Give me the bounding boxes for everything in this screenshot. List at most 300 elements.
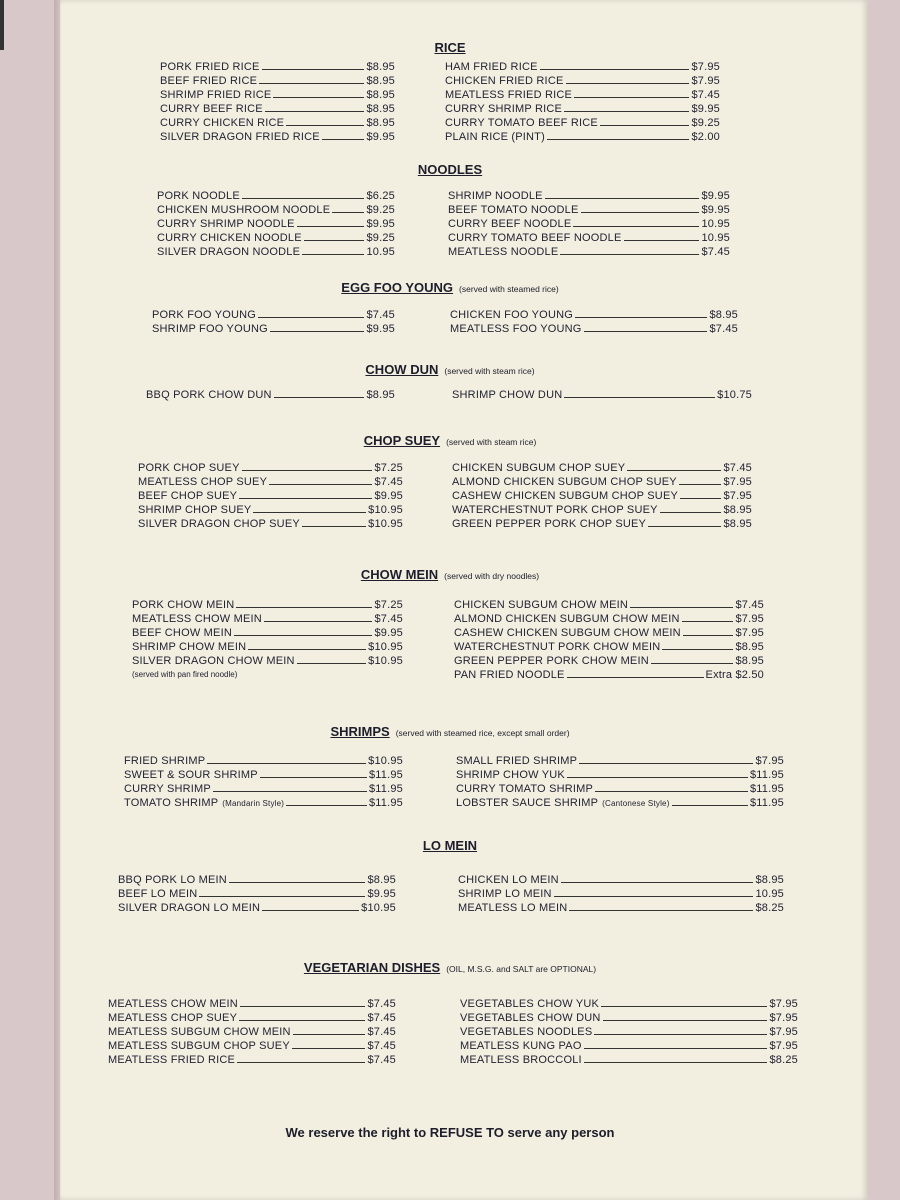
- item-price: $9.25: [366, 232, 395, 244]
- menu-item: [448, 217, 730, 231]
- leader-line: [242, 470, 373, 471]
- item-name-text: BBQ PORK CHOW DUN: [146, 389, 272, 401]
- section-title: VEGETARIAN DISHES: [303, 960, 441, 975]
- item-name: [152, 308, 256, 322]
- item-price: 10.95: [701, 232, 730, 244]
- item-price: $10.95: [368, 655, 403, 667]
- leader-line: [567, 677, 704, 678]
- item-name: [108, 997, 238, 1011]
- menu-item: [124, 796, 403, 811]
- section-heading: [0, 40, 900, 55]
- item-price: $2.00: [691, 131, 720, 143]
- left-column: [124, 754, 403, 811]
- item-name: [157, 203, 330, 217]
- menu-item: [157, 217, 395, 231]
- menu-item: [456, 768, 784, 782]
- item-name-text: HAM FRIED RICE: [445, 61, 538, 73]
- menu-item: [157, 245, 395, 259]
- item-price: $9.95: [374, 490, 403, 502]
- item-name: [160, 116, 284, 130]
- menu-item: [458, 887, 784, 901]
- menu-item: [157, 203, 395, 217]
- item-name-text: CURRY CHICKEN RICE: [160, 117, 285, 129]
- item-price: $11.95: [749, 783, 784, 795]
- menu-item: [454, 654, 764, 668]
- item-name-text: CURRY TOMATO BEEF NOODLE: [448, 232, 622, 244]
- section-heading: [0, 362, 900, 377]
- item-price: $7.45: [374, 476, 403, 488]
- item-name-text: SILVER DRAGON LO MEIN: [118, 902, 261, 914]
- footer-notice: We reserve the right to REFUSE TO serve any person: [285, 1125, 615, 1140]
- leader-line: [239, 498, 372, 499]
- section-heading: [0, 162, 900, 177]
- leader-line: [540, 69, 690, 70]
- menu-item: [152, 308, 395, 322]
- item-name-text: MEATLESS SUBGUM CHOP SUEY: [108, 1040, 290, 1052]
- leader-line: [662, 649, 733, 650]
- item-name-text: PORK NOODLE: [157, 190, 240, 202]
- menu-item: [452, 388, 752, 402]
- item-price: $7.95: [691, 75, 720, 87]
- leader-line: [682, 621, 734, 622]
- item-name-text: MEATLESS CHOW MEIN: [108, 998, 238, 1010]
- item-name-text: SHRIMP FOO YOUNG: [152, 323, 268, 335]
- leader-line: [248, 649, 366, 650]
- left-column: [118, 873, 396, 915]
- leader-line: [672, 805, 748, 806]
- menu-item: [445, 74, 720, 88]
- section-title: EGG FOO YOUNG: [341, 280, 454, 295]
- item-price: $7.95: [769, 1040, 798, 1052]
- item-name: [448, 217, 571, 231]
- right-column: [452, 461, 752, 531]
- item-name-text: BBQ PORK LO MEIN: [118, 874, 227, 886]
- leader-line: [297, 663, 366, 664]
- item-price: $7.45: [374, 613, 403, 625]
- item-name-text: PLAIN RICE (PINT): [445, 131, 545, 143]
- column-note: (served with pan fired noodle): [132, 670, 238, 679]
- item-name: [448, 231, 622, 245]
- section-note: (served with steam rice): [446, 437, 537, 447]
- item-price: $7.95: [735, 613, 764, 625]
- menu-item: [456, 796, 784, 811]
- leader-line: [269, 484, 372, 485]
- item-name-text: VEGETABLES CHOW YUK: [460, 998, 600, 1010]
- menu-item: [138, 503, 403, 517]
- menu-item: [454, 626, 764, 640]
- item-name: [458, 873, 559, 887]
- item-name: [458, 901, 567, 915]
- menu-item: [452, 503, 752, 517]
- leader-line: [322, 139, 365, 140]
- item-price: $8.25: [755, 902, 784, 914]
- right-column: [450, 308, 738, 336]
- item-name: [452, 517, 646, 531]
- section-title: LO MEIN: [422, 838, 478, 853]
- item-name-text: MEATLESS CHOP SUEY: [108, 1012, 238, 1024]
- item-name: [452, 461, 625, 475]
- item-price: $7.45: [367, 1040, 396, 1052]
- menu-item: [124, 782, 403, 796]
- leader-line: [584, 1048, 768, 1049]
- item-name-text: SILVER DRAGON CHOP SUEY: [138, 518, 300, 530]
- item-name: [138, 503, 251, 517]
- menu-item: [445, 60, 720, 74]
- item-name-text: SHRIMP CHOW MEIN: [132, 641, 247, 653]
- leader-line: [302, 526, 366, 527]
- item-price: $7.45: [723, 462, 752, 474]
- item-price: 10.95: [366, 246, 395, 258]
- item-price: $9.95: [701, 204, 730, 216]
- item-name: [448, 203, 579, 217]
- item-name-text: VEGETABLES NOODLES: [460, 1026, 593, 1038]
- leader-line: [627, 470, 721, 471]
- leader-line: [630, 607, 733, 608]
- leader-line: [242, 198, 365, 199]
- item-name: [138, 475, 267, 489]
- leader-line: [561, 882, 754, 883]
- leader-line: [567, 777, 748, 778]
- leader-line: [660, 512, 722, 513]
- leader-line: [554, 896, 754, 897]
- left-column: [160, 60, 395, 144]
- item-name: [157, 217, 295, 231]
- item-name: [118, 901, 260, 915]
- leader-line: [566, 83, 690, 84]
- menu-item: [460, 1025, 798, 1039]
- item-name-text: MEATLESS KUNG PAO: [460, 1040, 582, 1052]
- leader-line: [601, 1006, 767, 1007]
- item-name-text: CURRY TOMATO BEEF RICE: [445, 117, 598, 129]
- item-price: $10.95: [368, 755, 403, 767]
- leader-line: [260, 777, 367, 778]
- item-name: [460, 997, 599, 1011]
- item-name: [157, 231, 302, 245]
- item-price: $7.45: [367, 998, 396, 1010]
- item-name: [160, 130, 320, 144]
- leader-line: [234, 635, 373, 636]
- item-price: $9.95: [366, 131, 395, 143]
- item-name: [132, 612, 262, 626]
- item-price: $9.95: [366, 218, 395, 230]
- item-name: [460, 1011, 601, 1025]
- item-price: $7.45: [367, 1054, 396, 1066]
- leader-line: [258, 317, 364, 318]
- right-column: [452, 388, 752, 402]
- item-price: $8.25: [769, 1054, 798, 1066]
- leader-line: [273, 97, 364, 98]
- leader-line: [584, 331, 708, 332]
- leader-line: [600, 125, 690, 126]
- item-name: [138, 461, 240, 475]
- menu-item: [456, 754, 784, 768]
- item-name: [108, 1011, 237, 1025]
- right-column: [458, 873, 784, 915]
- leader-line: [236, 607, 372, 608]
- right-column: [448, 189, 730, 259]
- leader-line: [297, 226, 365, 227]
- item-name: [118, 887, 197, 901]
- right-column: [454, 598, 764, 682]
- menu-item: [445, 130, 720, 144]
- item-name-text: CURRY SHRIMP: [124, 783, 211, 795]
- menu-item: [445, 88, 720, 102]
- menu-item: [146, 388, 395, 402]
- item-name-text: MEATLESS LO MEIN: [458, 902, 568, 914]
- item-name-text: CURRY TOMATO SHRIMP: [456, 783, 594, 795]
- item-name-text: MEATLESS BROCCOLI: [460, 1054, 582, 1066]
- item-name: [445, 102, 562, 116]
- item-price: $8.95: [366, 117, 395, 129]
- item-name-text: BEEF LO MEIN: [118, 888, 198, 900]
- item-name-text: SMALL FRIED SHRIMP: [456, 755, 578, 767]
- menu-item: [152, 322, 395, 336]
- menu-item: [160, 116, 395, 130]
- item-price: $8.95: [366, 61, 395, 73]
- item-name: [108, 1025, 291, 1039]
- item-name-text: CHICKEN FRIED RICE: [445, 75, 564, 87]
- item-name: [445, 60, 538, 74]
- menu-item: [132, 640, 403, 654]
- menu-item: [448, 189, 730, 203]
- leader-line: [679, 484, 722, 485]
- item-name: [452, 388, 562, 402]
- menu-item: [132, 612, 403, 626]
- menu-item: [160, 102, 395, 116]
- menu-item: [456, 782, 784, 796]
- menu-item: [458, 901, 784, 915]
- item-name: [124, 796, 284, 811]
- item-name-text: CURRY SHRIMP NOODLE: [157, 218, 295, 230]
- item-price: 10.95: [755, 888, 784, 900]
- item-name: [160, 102, 263, 116]
- menu-item: [108, 1025, 396, 1039]
- item-name-text: SHRIMP CHOW YUK: [456, 769, 565, 781]
- item-name-text: SILVER DRAGON FRIED RICE: [160, 131, 320, 143]
- leader-line: [304, 240, 365, 241]
- leader-line: [262, 69, 365, 70]
- leader-line: [213, 791, 367, 792]
- item-price: $9.25: [691, 117, 720, 129]
- item-price: $8.95: [755, 874, 784, 886]
- item-name: [445, 88, 572, 102]
- section-heading: [0, 724, 900, 739]
- menu-item: [450, 322, 738, 336]
- item-name: [124, 768, 258, 782]
- item-price: $9.95: [367, 888, 396, 900]
- item-name: [454, 626, 681, 640]
- menu-item: [448, 203, 730, 217]
- menu-item: [160, 88, 395, 102]
- item-name-text: MEATLESS FRIED RICE: [108, 1054, 236, 1066]
- item-name-text: VEGETABLES CHOW DUN: [460, 1012, 601, 1024]
- item-name-text: SHRIMP FRIED RICE: [160, 89, 272, 101]
- item-price: $8.95: [723, 504, 752, 516]
- section-note: (OIL, M.S.G. and SALT are OPTIONAL): [446, 964, 597, 974]
- item-name-text: BEEF CHOW MEIN: [132, 627, 232, 639]
- item-name: [160, 88, 271, 102]
- leader-line: [332, 212, 364, 213]
- item-price: $11.95: [368, 783, 403, 795]
- item-name-text: CHICKEN SUBGUM CHOP SUEY: [452, 462, 626, 474]
- item-name: [452, 475, 677, 489]
- leader-line: [564, 111, 689, 112]
- item-price: $11.95: [749, 797, 784, 809]
- item-price: $8.95: [709, 309, 738, 321]
- menu-item: [452, 461, 752, 475]
- leader-line: [680, 498, 721, 499]
- item-name-text: PAN FRIED NOODLE: [454, 669, 565, 681]
- item-name-text: PORK CHOW MEIN: [132, 599, 235, 611]
- menu-item: [160, 60, 395, 74]
- item-name-text: WATERCHESTNUT PORK CHOW MEIN: [454, 641, 661, 653]
- item-name: [454, 640, 660, 654]
- item-name-text: CURRY BEEF NOODLE: [448, 218, 572, 230]
- item-price: $9.95: [691, 103, 720, 115]
- leader-line: [237, 1062, 365, 1063]
- item-name-text: MEATLESS NOODLE: [448, 246, 559, 258]
- item-name-text: SHRIMP CHOW DUN: [452, 389, 563, 401]
- section-note: (served with steamed rice, except small order): [395, 728, 570, 738]
- left-column: [108, 997, 396, 1067]
- menu-item: [138, 489, 403, 503]
- menu-item: [454, 668, 764, 682]
- item-name: [456, 768, 565, 782]
- item-name-text: CASHEW CHICKEN SUBGUM CHOW MEIN: [454, 627, 681, 639]
- leader-line: [547, 139, 690, 140]
- section-title: SHRIMPS: [330, 724, 390, 739]
- item-name-text: SHRIMP NOODLE: [448, 190, 543, 202]
- menu-item: [460, 1011, 798, 1025]
- item-name: [157, 245, 300, 259]
- menu-item: [452, 517, 752, 531]
- item-price: $7.25: [374, 599, 403, 611]
- item-name-text: WATERCHESTNUT PORK CHOP SUEY: [452, 504, 658, 516]
- menu-item: [118, 873, 396, 887]
- leader-line: [274, 397, 365, 398]
- item-price: $8.95: [366, 89, 395, 101]
- leader-line: [651, 663, 734, 664]
- item-name-text: PORK FRIED RICE: [160, 61, 260, 73]
- leader-line: [265, 111, 365, 112]
- left-column: [152, 308, 395, 336]
- item-price: $9.95: [366, 323, 395, 335]
- item-name: [445, 130, 545, 144]
- menu-item: [454, 598, 764, 612]
- item-name: [450, 322, 582, 336]
- leader-line: [253, 512, 366, 513]
- item-price: $10.95: [361, 902, 396, 914]
- item-name-text: FRIED SHRIMP: [124, 755, 206, 767]
- item-price: $8.95: [735, 655, 764, 667]
- menu-item: [448, 231, 730, 245]
- item-price: $7.45: [701, 246, 730, 258]
- item-name-text: CASHEW CHICKEN SUBGUM CHOP SUEY: [452, 490, 679, 502]
- section-title: NOODLES: [417, 162, 483, 177]
- menu-item: [132, 598, 403, 612]
- item-price: $7.45: [367, 1026, 396, 1038]
- menu-item: [108, 997, 396, 1011]
- item-name: [454, 654, 649, 668]
- menu-item: [450, 308, 738, 322]
- item-price: $7.45: [367, 1012, 396, 1024]
- item-name-text: SILVER DRAGON NOODLE: [157, 246, 301, 258]
- item-name-text: CURRY SHRIMP RICE: [445, 103, 563, 115]
- item-name-text: SILVER DRAGON CHOW MEIN: [132, 655, 295, 667]
- item-price: $7.25: [374, 462, 403, 474]
- item-name-text: ALMOND CHICKEN SUBGUM CHOP SUEY: [452, 476, 677, 488]
- item-name: [445, 116, 598, 130]
- menu-item: [448, 245, 730, 259]
- item-price: Extra $2.50: [705, 669, 764, 681]
- menu-item: [160, 74, 395, 88]
- item-name: [108, 1053, 235, 1067]
- item-style-note: (Cantonese Style): [602, 799, 670, 808]
- item-price: $8.95: [367, 874, 396, 886]
- item-name: [452, 489, 678, 503]
- menu-item: [157, 231, 395, 245]
- item-price: $11.95: [368, 797, 403, 809]
- leader-line: [579, 763, 753, 764]
- leader-line: [624, 240, 700, 241]
- menu-item: [458, 873, 784, 887]
- leader-line: [574, 97, 689, 98]
- item-name: [146, 388, 272, 402]
- item-name: [448, 245, 558, 259]
- item-name: [108, 1039, 290, 1053]
- leader-line: [581, 212, 700, 213]
- menu-item: [124, 754, 403, 768]
- item-name: [454, 612, 680, 626]
- leader-line: [545, 198, 700, 199]
- item-price: $7.95: [691, 61, 720, 73]
- item-name: [124, 782, 211, 796]
- item-name-text: CHICKEN SUBGUM CHOW MEIN: [454, 599, 629, 611]
- item-price: $7.45: [735, 599, 764, 611]
- right-column: [460, 997, 798, 1067]
- item-name-text: LOBSTER SAUCE SHRIMP: [456, 797, 599, 809]
- item-style-note: (Mandarin Style): [222, 799, 285, 808]
- leader-line: [573, 226, 699, 227]
- item-name-text: CHICKEN FOO YOUNG: [450, 309, 573, 321]
- item-price: $8.95: [366, 75, 395, 87]
- item-name: [454, 668, 565, 682]
- item-name: [138, 517, 300, 531]
- leader-line: [575, 317, 707, 318]
- item-name-text: ALMOND CHICKEN SUBGUM CHOW MEIN: [454, 613, 680, 625]
- item-price: $7.95: [723, 476, 752, 488]
- menu-item: [108, 1011, 396, 1025]
- item-name: [460, 1053, 582, 1067]
- item-name: [450, 308, 573, 322]
- item-name-text: SWEET & SOUR SHRIMP: [124, 769, 258, 781]
- left-column: [146, 388, 395, 402]
- item-name-text: TOMATO SHRIMP: [124, 797, 219, 809]
- item-price: $11.95: [749, 769, 784, 781]
- item-name: [157, 189, 240, 203]
- menu-item: [138, 461, 403, 475]
- item-name: [152, 322, 268, 336]
- leader-line: [286, 805, 367, 806]
- item-name-text: CHICKEN LO MEIN: [458, 874, 559, 886]
- item-name: [132, 640, 246, 654]
- item-name-text: CHICKEN MUSHROOM NOODLE: [157, 204, 331, 216]
- item-name-text: MEATLESS FOO YOUNG: [450, 323, 582, 335]
- section-note: (served with steam rice): [444, 366, 535, 376]
- leader-line: [560, 254, 699, 255]
- item-name-text: SHRIMP LO MEIN: [458, 888, 552, 900]
- menu-item: [454, 612, 764, 626]
